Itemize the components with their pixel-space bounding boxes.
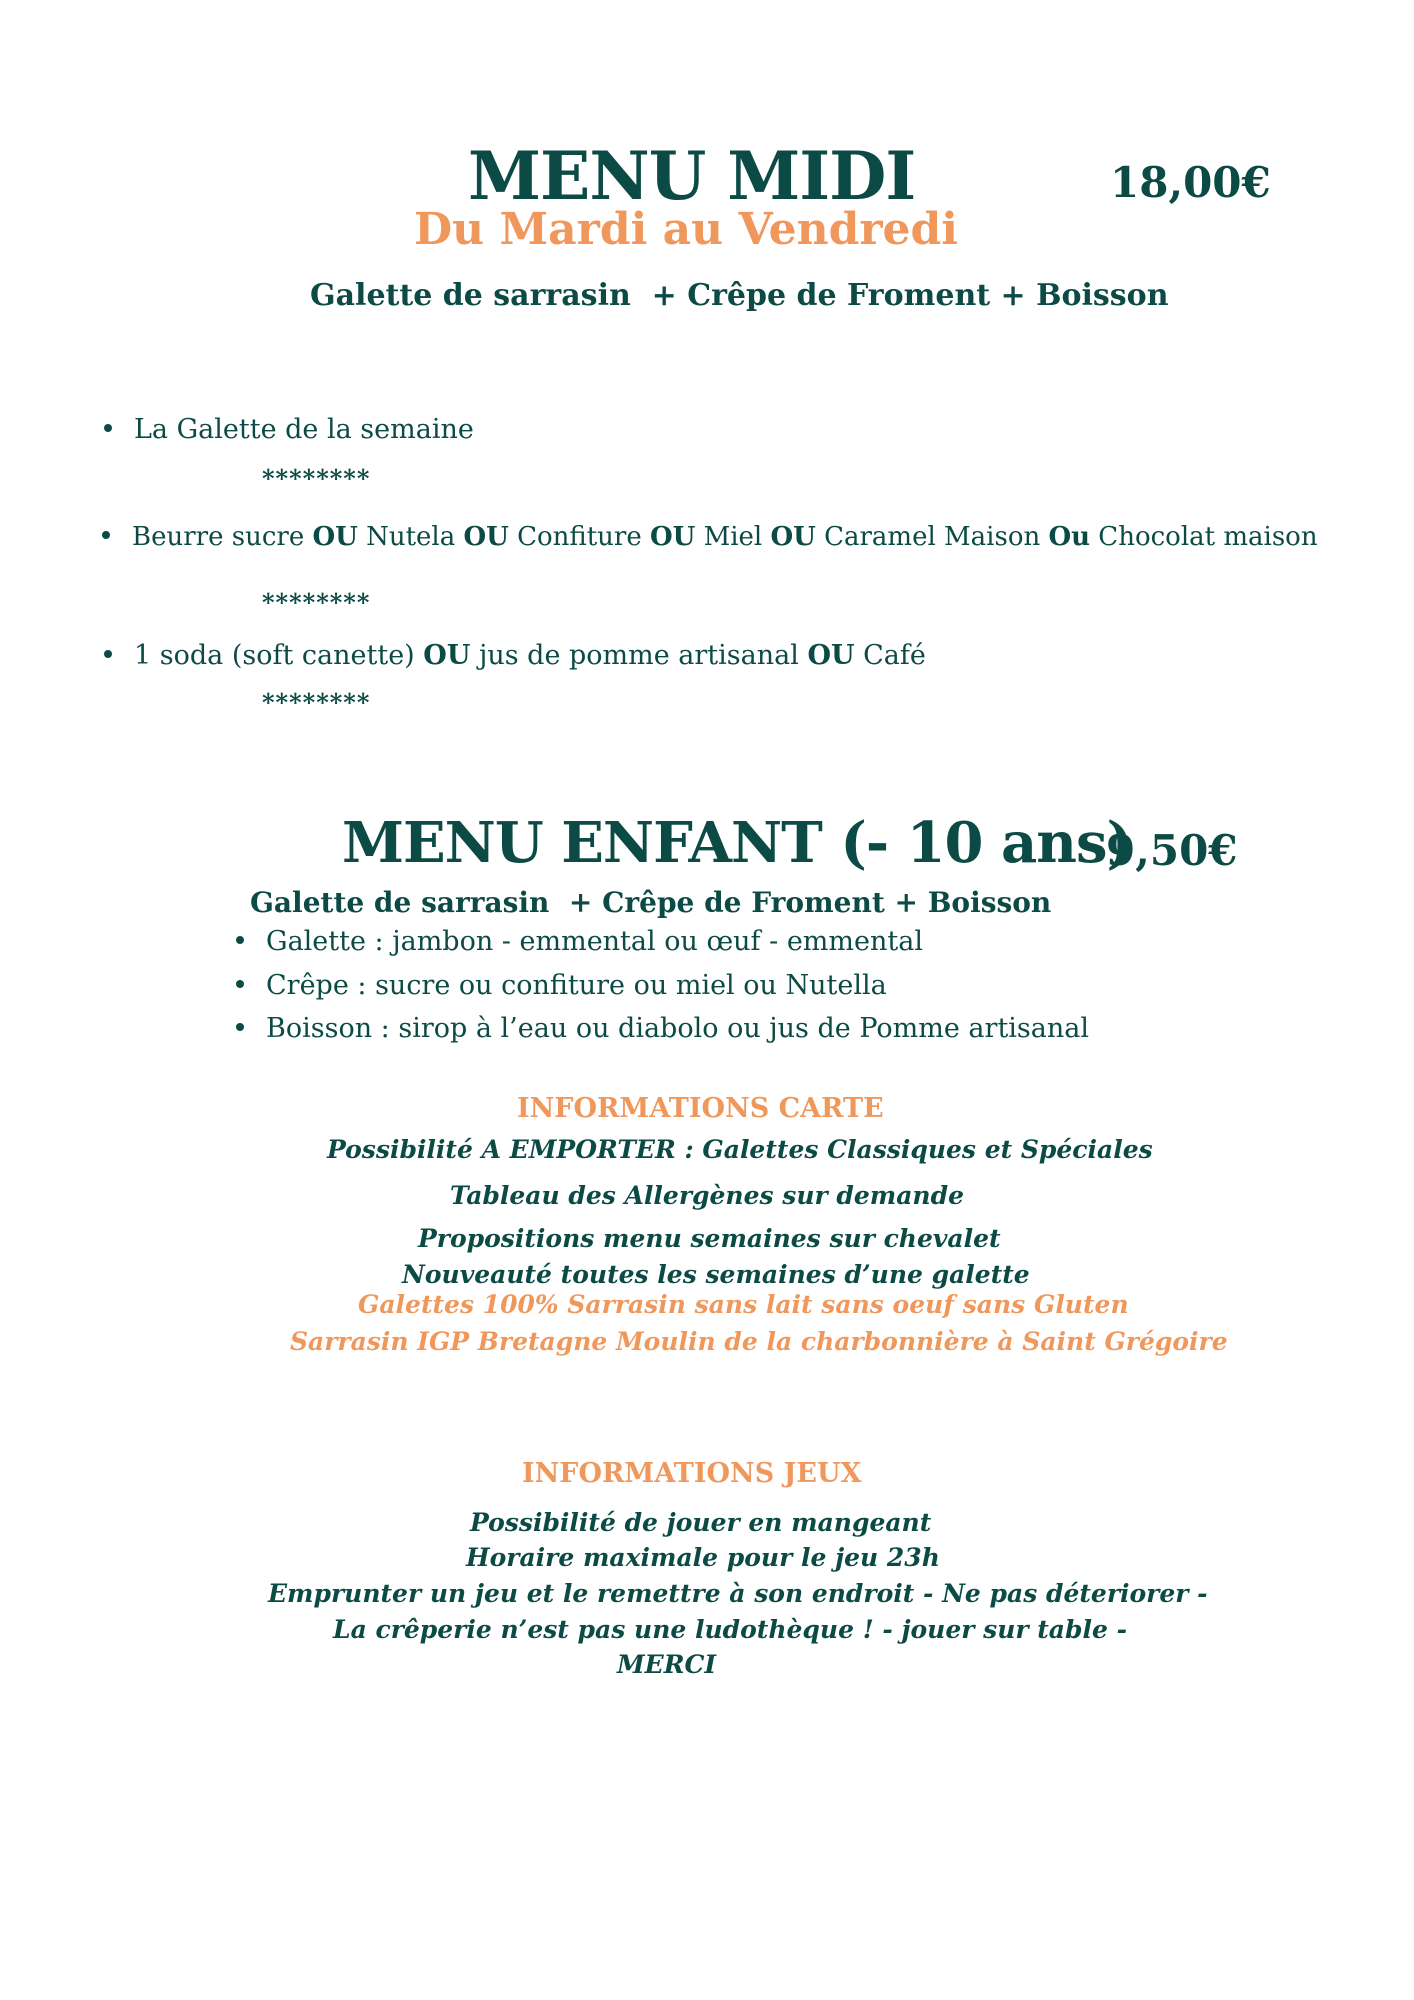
info-jeux-line: Emprunter un jeu et le remettre à son endroit - Ne pas déteriorer - [268, 1579, 1208, 1608]
menu-enfant-item: Galette : jambon - emmental ou œuf - emmental [236, 926, 923, 957]
separator: ******** [262, 588, 371, 617]
info-carte-line: Nouveauté toutes les semaines d’une galette [402, 1260, 1030, 1289]
informations-jeux-heading: INFORMATIONS JEUX [522, 1458, 862, 1489]
info-jeux-line: MERCI [617, 1650, 717, 1679]
info-carte-line: Tableau des Allergènes sur demande [450, 1181, 964, 1210]
menu-midi-item-galette: La Galette de la semaine [104, 414, 474, 445]
menu-midi-item-boisson: 1 soda (soft canette) OU jus de pomme artisanal OU Café [104, 640, 926, 671]
info-carte-orange-line: Sarrasin IGP Bretagne Moulin de la charbonnière à Saint Grégoire [290, 1327, 1228, 1356]
bullet-icon [236, 936, 244, 944]
info-carte-line: Possibilité A EMPORTER : Galettes Classiques et Spéciales [327, 1135, 1153, 1164]
menu-midi-formula: Galette de sarrasin + Crêpe de Froment + Boisson [310, 278, 1169, 313]
menu-midi-days: Du Mardi au Vendredi [414, 204, 958, 255]
bullet-icon [102, 531, 110, 539]
info-carte-line: Propositions menu semaines sur chevalet [418, 1224, 1001, 1253]
menu-enfant-price: 9,50€ [1106, 826, 1238, 875]
info-jeux-line: La crêperie n’est pas une ludothèque ! - jouer sur table - [333, 1615, 1127, 1644]
menu-midi-item-crepe: Beurre sucre OU Nutela OU Confiture OU Miel OU Caramel Maison Ou Chocolat maison [102, 522, 1318, 552]
separator: ******** [262, 464, 371, 493]
menu-midi-price: 18,00€ [1110, 158, 1271, 207]
bullet-icon [236, 1023, 244, 1031]
menu-enfant-title: MENU ENFANT (- 10 ans) [342, 810, 1133, 876]
bullet-icon [236, 980, 244, 988]
menu-midi-title: MENU MIDI [468, 137, 916, 215]
bullet-icon [104, 650, 112, 658]
menu-enfant-item: Boisson : sirop à l’eau ou diabolo ou jus de Pomme artisanal [236, 1013, 1089, 1044]
informations-carte-heading: INFORMATIONS CARTE [517, 1093, 884, 1124]
info-jeux-line: Possibilité de jouer en mangeant [470, 1508, 932, 1537]
menu-enfant-formula: Galette de sarrasin + Crêpe de Froment + Boisson [250, 886, 1052, 919]
separator: ******** [262, 688, 371, 717]
bullet-icon [104, 424, 112, 432]
info-jeux-line: Horaire maximale pour le jeu 23h [466, 1543, 940, 1572]
menu-enfant-item: Crêpe : sucre ou confiture ou miel ou Nutella [236, 970, 887, 1001]
info-carte-orange-line: Galettes 100% Sarrasin sans lait sans oeuf sans Gluten [358, 1290, 1129, 1319]
